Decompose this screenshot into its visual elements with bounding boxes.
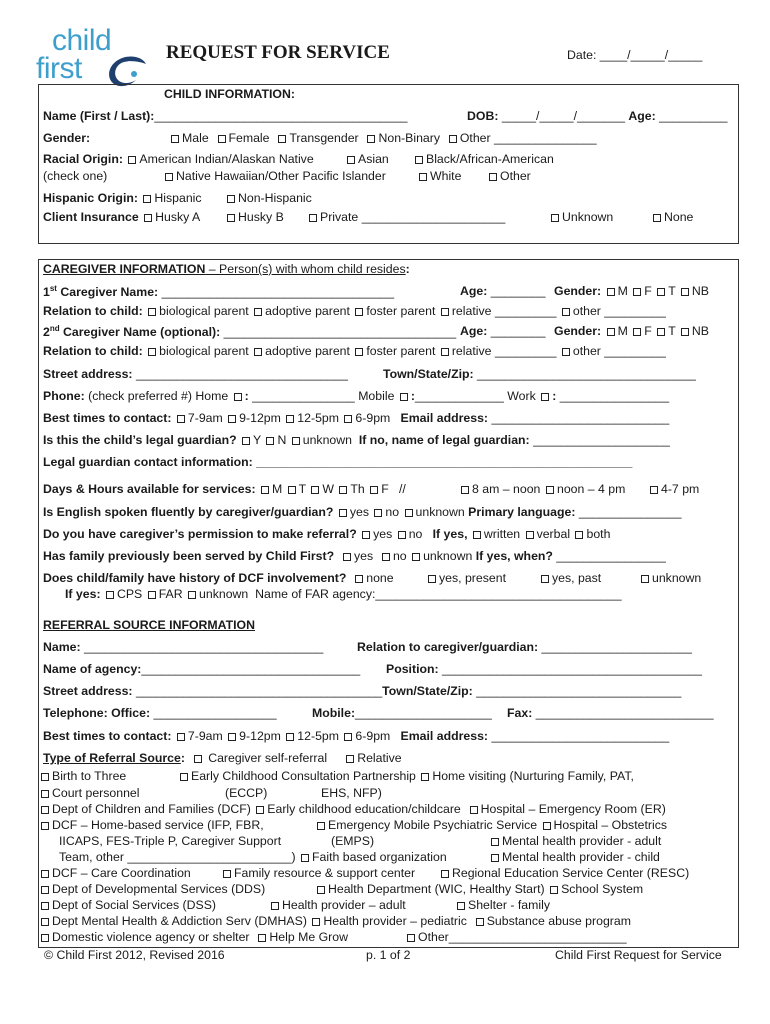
ref-dcf-home-based-checkbox[interactable] bbox=[41, 822, 49, 830]
ref-dds-checkbox[interactable] bbox=[41, 886, 49, 894]
cg1-relative-checkbox[interactable] bbox=[441, 308, 449, 316]
ref-emps-checkbox[interactable] bbox=[317, 822, 325, 830]
day-t-checkbox[interactable] bbox=[288, 486, 296, 494]
cg2-foster-checkbox[interactable] bbox=[355, 348, 363, 356]
ref-hospital-ob-checkbox[interactable] bbox=[543, 822, 551, 830]
phone-mobile-field[interactable]: _____________ bbox=[414, 389, 504, 403]
child-gender-options: Male Female Transgender Non-Binary Other _______________ bbox=[169, 131, 597, 145]
gender-male-checkbox[interactable] bbox=[171, 135, 179, 143]
ref-hospital-er-checkbox[interactable] bbox=[470, 806, 478, 814]
ref-email-field[interactable]: __________________________ bbox=[491, 729, 670, 743]
dcf-past-checkbox[interactable] bbox=[541, 575, 549, 583]
served-no-checkbox[interactable] bbox=[382, 553, 390, 561]
logo-text-first: first bbox=[36, 52, 82, 85]
hours-4-7-checkbox[interactable] bbox=[650, 486, 658, 494]
cg2-other-checkbox[interactable] bbox=[562, 348, 570, 356]
ref-street-label: Street address: bbox=[43, 684, 133, 698]
ref-dcf-checkbox[interactable] bbox=[41, 806, 49, 814]
caregiver1-age-field[interactable]: ________ bbox=[490, 284, 546, 298]
cg-street-field[interactable]: _______________________________ bbox=[135, 367, 348, 381]
primary-language-field[interactable]: _______________ bbox=[578, 505, 682, 519]
cg1-gender-t-checkbox[interactable] bbox=[657, 288, 665, 296]
permission-row: Do you have caregiver’s permission to make referral? yes no If yes, written verbal both bbox=[43, 527, 611, 541]
gender-female-checkbox[interactable] bbox=[218, 135, 226, 143]
cg1-other-checkbox[interactable] bbox=[562, 308, 570, 316]
english-fluency-row: Is English spoken fluently by caregiver/guardian? yes no unknown Primary language: _______________ bbox=[43, 505, 682, 519]
insurance-private-field[interactable]: _____________________ bbox=[361, 210, 506, 224]
days-hours-row: Days & Hours available for services: M T W Th F // bbox=[43, 482, 406, 496]
ref-court-checkbox[interactable] bbox=[41, 790, 49, 798]
racial-black-checkbox[interactable] bbox=[415, 156, 423, 164]
ref-emps-abbrev: (EMPS) bbox=[331, 834, 375, 848]
phone-work-checkbox[interactable] bbox=[541, 393, 549, 401]
client-insurance-label: Client Insurance bbox=[43, 210, 139, 224]
day-th-checkbox[interactable] bbox=[339, 486, 347, 494]
caregiver1-relation-row: Relation to child: biological parent adoptive parent foster parent relative _________ other _________ bbox=[43, 304, 666, 318]
ref-name-field[interactable]: ___________________________________ bbox=[84, 640, 324, 654]
racial-check-one-hint: (check one) bbox=[43, 169, 108, 183]
ref-position-field[interactable]: ______________________________________ bbox=[442, 662, 702, 676]
cg2-adoptive-checkbox[interactable] bbox=[254, 348, 262, 356]
ref-substance-abuse-checkbox[interactable] bbox=[476, 918, 484, 926]
ref-other-field[interactable]: Other__________________________ bbox=[418, 930, 627, 944]
ref-health-pediatric-checkbox[interactable] bbox=[312, 918, 320, 926]
child-info-section: CHILD INFORMATION: Name (First / Last):_____________________________________ DOB: _____/_____/_______ Age: __________ Gender: Male Female Transgender Non-Binary Other _______________ Racial Origin: American Indian/Alaskan Native Asian Black/African-American (check one) Native Hawaiian/Other Pacific Islander White Other Hispanic Origin: Hispanic Non-Hispanic Client Insurance Husky A Husky B Private _____________________ Unknown None bbox=[38, 84, 739, 244]
ref-health-adult-checkbox[interactable] bbox=[271, 902, 279, 910]
racial-white-checkbox[interactable] bbox=[419, 173, 427, 181]
cg1-adoptive-checkbox[interactable] bbox=[254, 308, 262, 316]
ref-team-other-field[interactable]: Team, other ________________________) bbox=[59, 850, 296, 864]
racial-other-checkbox[interactable] bbox=[489, 173, 497, 181]
ref-relation-label: Relation to caregiver/guardian: bbox=[357, 640, 539, 654]
referral-type-row: Type of Referral Source: Caregiver self-referral Relative bbox=[43, 751, 402, 765]
dcf-sub-unknown-checkbox[interactable] bbox=[188, 591, 196, 599]
cg-street-label: Street address: bbox=[43, 367, 133, 381]
permission-no-checkbox[interactable] bbox=[398, 531, 406, 539]
cg-best-times-row: Best times to contact: 7-9am 9-12pm 12-5pm 6-9pm Email address: __________________________ bbox=[43, 411, 670, 425]
ref-shelter-family-checkbox[interactable] bbox=[457, 902, 465, 910]
cg1-biological-checkbox[interactable] bbox=[148, 308, 156, 316]
ref-school-checkbox[interactable] bbox=[550, 886, 558, 894]
ref-early-childhood-ed-checkbox[interactable] bbox=[256, 806, 264, 814]
ref-telephone-field[interactable]: __________________ bbox=[153, 706, 277, 720]
cg2-gender-f-checkbox[interactable] bbox=[633, 328, 641, 336]
racial-pacific-islander-checkbox[interactable] bbox=[165, 173, 173, 181]
caregiver2-name-field[interactable]: __________________________________ bbox=[223, 325, 457, 340]
ref-street-field[interactable]: ____________________________________ bbox=[135, 684, 383, 698]
child-dob-label: DOB: bbox=[467, 109, 499, 123]
gender-nonbinary-checkbox[interactable] bbox=[367, 135, 375, 143]
dcf-cps-checkbox[interactable] bbox=[106, 591, 114, 599]
cg-email-field[interactable]: __________________________ bbox=[491, 411, 670, 425]
phone-mobile-checkbox[interactable] bbox=[400, 393, 408, 401]
ref-fax-label: Fax: bbox=[507, 706, 533, 720]
legal-y-checkbox[interactable] bbox=[242, 437, 250, 445]
ref-resc-checkbox[interactable] bbox=[441, 870, 449, 878]
legal-unknown-checkbox[interactable] bbox=[292, 437, 300, 445]
permission-written-checkbox[interactable] bbox=[473, 531, 481, 539]
caregiver2-name-label: Caregiver Name (optional): bbox=[63, 325, 221, 340]
caregiver1-gender-label: Gender: bbox=[554, 284, 602, 298]
child-dob-field[interactable]: _____/_____/_______ bbox=[501, 109, 625, 123]
ref-mobile-label: Mobile: bbox=[312, 706, 356, 720]
child-age-field[interactable]: __________ bbox=[659, 109, 728, 123]
non-hispanic-checkbox[interactable] bbox=[227, 195, 235, 203]
insurance-unknown-checkbox[interactable] bbox=[551, 214, 559, 222]
ref-dcf-care-coord-checkbox[interactable] bbox=[41, 870, 49, 878]
ref-agency-label: Name of agency: bbox=[43, 662, 142, 676]
caregiver1-ordinal: 1 bbox=[43, 285, 50, 300]
phone-home-checkbox[interactable] bbox=[234, 393, 242, 401]
ref-eccp-abbrev: (ECCP) bbox=[225, 786, 268, 800]
cg-time-12-5-checkbox[interactable] bbox=[286, 415, 294, 423]
hours-noon-4-checkbox[interactable] bbox=[546, 486, 554, 494]
ref-home-visiting-cont: EHS, NFP) bbox=[321, 786, 382, 800]
caregiver1-age-label: Age: bbox=[460, 284, 488, 298]
dcf-history-row: Does child/family have history of DCF involvement? none bbox=[43, 571, 394, 585]
ref-birth-to-three-checkbox[interactable] bbox=[41, 773, 49, 781]
cg-town-field[interactable]: ________________________________ bbox=[477, 367, 696, 381]
legal-guardian-row: Is this the child’s legal guardian? Y N unknown If no, name of legal guardian: ____________________ bbox=[43, 433, 670, 447]
ref-faith-checkbox[interactable] bbox=[301, 854, 309, 862]
racial-origin-label: Racial Origin: bbox=[43, 152, 123, 166]
child-name-field[interactable]: _____________________________________ bbox=[154, 109, 408, 123]
ref-position-label: Position: bbox=[386, 662, 439, 676]
cg2-gender-t-checkbox[interactable] bbox=[657, 328, 665, 336]
legal-guardian-name-field[interactable]: ____________________ bbox=[533, 433, 670, 447]
permission-both-checkbox[interactable] bbox=[575, 531, 583, 539]
permission-verbal-checkbox[interactable] bbox=[526, 531, 534, 539]
insurance-private-checkbox[interactable] bbox=[309, 214, 317, 222]
caregiver-section-heading: CAREGIVER INFORMATION – Person(s) with whom child resides: bbox=[43, 262, 410, 276]
insurance-none-checkbox[interactable] bbox=[653, 214, 661, 222]
insurance-husky-b-checkbox[interactable] bbox=[227, 214, 235, 222]
child-section-heading: CHILD INFORMATION: bbox=[164, 87, 295, 101]
logo-text-child: child bbox=[52, 24, 112, 57]
ref-time-9-12-checkbox[interactable] bbox=[228, 733, 236, 741]
cg1-gender-nb-checkbox[interactable] bbox=[681, 288, 689, 296]
ref-home-visiting-checkbox[interactable] bbox=[421, 773, 429, 781]
caregiver1-name-label: Caregiver Name: bbox=[60, 285, 159, 300]
phone-home-field[interactable]: _______________ bbox=[252, 389, 355, 403]
caregiver1-name-field[interactable]: __________________________________ bbox=[161, 285, 395, 300]
child-name-label: Name (First / Last): bbox=[43, 109, 155, 123]
ref-name-label: Name: bbox=[43, 640, 81, 654]
legal-contact-field[interactable]: _______________________________________________________ bbox=[256, 455, 633, 469]
cg2-gender-nb-checkbox[interactable] bbox=[681, 328, 689, 336]
ref-town-label: Town/State/Zip: bbox=[382, 684, 473, 698]
dcf-present-checkbox[interactable] bbox=[428, 575, 436, 583]
cg-time-9-12-checkbox[interactable] bbox=[228, 415, 236, 423]
ref-other-checkbox[interactable] bbox=[407, 934, 415, 942]
ref-dmhas-checkbox[interactable] bbox=[41, 918, 49, 926]
caregiver2-age-field[interactable]: ________ bbox=[490, 324, 546, 338]
referral-section-heading: REFERRAL SOURCE INFORMATION bbox=[43, 618, 256, 632]
english-unknown-checkbox[interactable] bbox=[405, 509, 413, 517]
english-yes-checkbox[interactable] bbox=[339, 509, 347, 517]
dcf-unknown-checkbox[interactable] bbox=[641, 575, 649, 583]
ref-dcf-home-based-cont: IICAPS, FES-Triple P, Caregiver Support bbox=[59, 834, 282, 848]
cg2-relative-checkbox[interactable] bbox=[441, 348, 449, 356]
racial-asian-checkbox[interactable] bbox=[347, 156, 355, 164]
caregiver2-ordinal: 2 bbox=[43, 325, 50, 340]
ref-time-12-5-checkbox[interactable] bbox=[286, 733, 294, 741]
ref-fax-field[interactable]: __________________________ bbox=[535, 706, 714, 720]
permission-yes-checkbox[interactable] bbox=[362, 531, 370, 539]
cg1-gender-f-checkbox[interactable] bbox=[633, 288, 641, 296]
far-agency-field[interactable]: ____________________________________ bbox=[375, 587, 622, 601]
legal-contact-row: Legal guardian contact information: _______________________________________________________ bbox=[43, 455, 633, 469]
served-when-field[interactable]: ________________ bbox=[556, 549, 666, 563]
ref-telephone-label: Telephone: Office: bbox=[43, 706, 151, 720]
legal-n-checkbox[interactable] bbox=[266, 437, 274, 445]
ref-help-me-grow-checkbox[interactable] bbox=[258, 934, 266, 942]
ref-relation-field[interactable]: ______________________ bbox=[541, 640, 692, 654]
ref-best-times-row: Best times to contact: 7-9am 9-12pm 12-5pm 6-9pm Email address: __________________________ bbox=[43, 729, 670, 743]
child-age-label: Age: bbox=[628, 109, 656, 123]
previously-served-row: Has family previously been served by Child First? yes no unknown If yes, when? ________________ bbox=[43, 549, 666, 563]
cg2-gender-m-checkbox[interactable] bbox=[607, 328, 615, 336]
hispanic-origin-label: Hispanic Origin: bbox=[43, 191, 138, 205]
form-title: REQUEST FOR SERVICE bbox=[166, 42, 390, 63]
insurance-husky-a-checkbox[interactable] bbox=[144, 214, 152, 222]
ref-time-7-9-checkbox[interactable] bbox=[177, 733, 185, 741]
day-m-checkbox[interactable] bbox=[261, 486, 269, 494]
cg1-gender-m-checkbox[interactable] bbox=[607, 288, 615, 296]
ref-time-6-9-checkbox[interactable] bbox=[344, 733, 352, 741]
hispanic-checkbox[interactable] bbox=[143, 195, 151, 203]
caregiver2-gender-label: Gender: bbox=[554, 324, 602, 338]
cg-time-6-9-checkbox[interactable] bbox=[344, 415, 352, 423]
cg-town-label: Town/State/Zip: bbox=[383, 367, 474, 381]
footer-form-title: Child First Request for Service bbox=[555, 948, 722, 962]
ref-relative-checkbox[interactable] bbox=[346, 755, 354, 763]
gender-other-checkbox[interactable] bbox=[449, 135, 457, 143]
ref-family-resource-checkbox[interactable] bbox=[223, 870, 231, 878]
ref-mh-child-checkbox[interactable] bbox=[491, 854, 499, 862]
cg-time-7-9-checkbox[interactable] bbox=[177, 415, 185, 423]
date-field[interactable]: Date: ____/_____/_____ bbox=[567, 48, 703, 62]
day-f-checkbox[interactable] bbox=[370, 486, 378, 494]
ref-eccp-checkbox[interactable] bbox=[180, 773, 188, 781]
cg2-biological-checkbox[interactable] bbox=[148, 348, 156, 356]
caregiver2-age-label: Age: bbox=[460, 324, 488, 338]
phone-work-field[interactable]: ________________ bbox=[559, 389, 670, 403]
racial-native-american-checkbox[interactable] bbox=[128, 156, 136, 164]
cg1-foster-checkbox[interactable] bbox=[355, 308, 363, 316]
caregiver2-relation-row: Relation to child: biological parent adoptive parent foster parent relative _________ other _________ bbox=[43, 344, 666, 358]
ref-town-field[interactable]: ______________________________ bbox=[476, 684, 682, 698]
gender-transgender-checkbox[interactable] bbox=[278, 135, 286, 143]
footer-copyright: © Child First 2012, Revised 2016 bbox=[44, 948, 225, 962]
ref-health-dept-checkbox[interactable] bbox=[317, 886, 325, 894]
ref-agency-field[interactable]: ________________________________ bbox=[141, 662, 361, 676]
ref-domestic-violence-checkbox[interactable] bbox=[41, 934, 49, 942]
cg-phone-row: Phone: (check preferred #) Home : _______________ Mobile :_____________ Work : ________________ bbox=[43, 389, 670, 403]
day-w-checkbox[interactable] bbox=[311, 486, 319, 494]
served-yes-checkbox[interactable] bbox=[343, 553, 351, 561]
dcf-far-checkbox[interactable] bbox=[148, 591, 156, 599]
caregiver-referral-section: CAREGIVER INFORMATION – Person(s) with whom child resides: 1st Caregiver Name: __________________________________ Age: ________ Gender: M F T NB Relation to child: biological parent adoptive parent foster parent relative _________ other _________ 2nd Caregiver Name (optional): __________________________________ Age: ________ Gender: M F T NB Relation to child: biological parent adoptive parent foster parent relative _________ other _________ Street address: _______________________________ Town/State/Zip: ________________________________ Phone: (check preferred #) Home : _______________ Mobile :_____________ Work : ________________ Best times to contact: 7-9am 9-12pm 12-5pm 6-9pm Email address: __________________________ Is this the child’s legal guardian? Y N unknown If no, name of legal guardian: ____________________ Legal guardian contact information: _______________________________________________________ Days & Hours available for services: M T W Th F // 8 am – noon noon – 4 pm 4-7 pm Is English spoken fluently by caregiver/guardian? yes no unknown Primary language: _______________ Do you have caregiver’s permission to make referral? yes no If yes, written verbal both Has family previously been served by Child First? yes no unknown If yes, when? ________________ Does child/family have history of DCF involvement? none yes, present yes, past unknown If yes: CPS FAR unknown Name of FAR agency:____________________________________ REFERRAL SOURCE INFORMATION Name: ___________________________________ Relation to caregiver/guardian: ______________________ Name of agency:________________________________ Position: ______________________________________ Street address: ____________________________________Town/State/Zip: ______________________________ Telephone: Office: __________________ Mobile:____________________ Fax: __________________________ Best times to contact: 7-9am 9-12pm 12-5pm 6-9pm Email address: __________________________ Type of Referral Source: Caregiver self-referral Relative Birth to Three Early Childhood Consultation Partnership Home visiting (Nurturing Family, PAT, Court personnel (ECCP) EHS, NFP) Dept of Children and Families (DCF) Early childhood education/childcare Hospital – Emergency Room (ER) DCF – Home-based service (IFP, FBR, Emergency Mobile Psychiatric Service Hospital – Obstetrics IICAPS, FES-Triple P, Caregiver Support (EMPS) Mental health provider - adult Team, other ________________________) Faith based organization Mental health provider - child DCF – Care Coordination Family resource & support center Regional Education Service Center (RESC) Dept of Developmental Services (DDS) Health Department (WIC, Healthy Start) School System Dept of Social Services (DSS) Health provider – adult Shelter - family Dept Mental Health & Addiction Serv (DMHAS) Health provider – pediatric Substance abuse program Domestic violence agency or shelter Help Me Grow Other__________________________ bbox=[38, 259, 739, 948]
dcf-followup-row: If yes: CPS FAR unknown Name of FAR agency:____________________________________ bbox=[65, 587, 622, 601]
ref-dss-checkbox[interactable] bbox=[41, 902, 49, 910]
ref-mh-adult-checkbox[interactable] bbox=[491, 838, 499, 846]
served-unknown-checkbox[interactable] bbox=[412, 553, 420, 561]
ref-caregiver-self-checkbox[interactable] bbox=[194, 755, 202, 763]
ref-mobile-field[interactable]: ____________________ bbox=[355, 706, 492, 720]
hours-8-noon-checkbox[interactable] bbox=[461, 486, 469, 494]
footer-page-number: p. 1 of 2 bbox=[366, 948, 411, 962]
dcf-none-checkbox[interactable] bbox=[355, 575, 363, 583]
child-gender-label: Gender: bbox=[43, 131, 91, 145]
english-no-checkbox[interactable] bbox=[374, 509, 382, 517]
